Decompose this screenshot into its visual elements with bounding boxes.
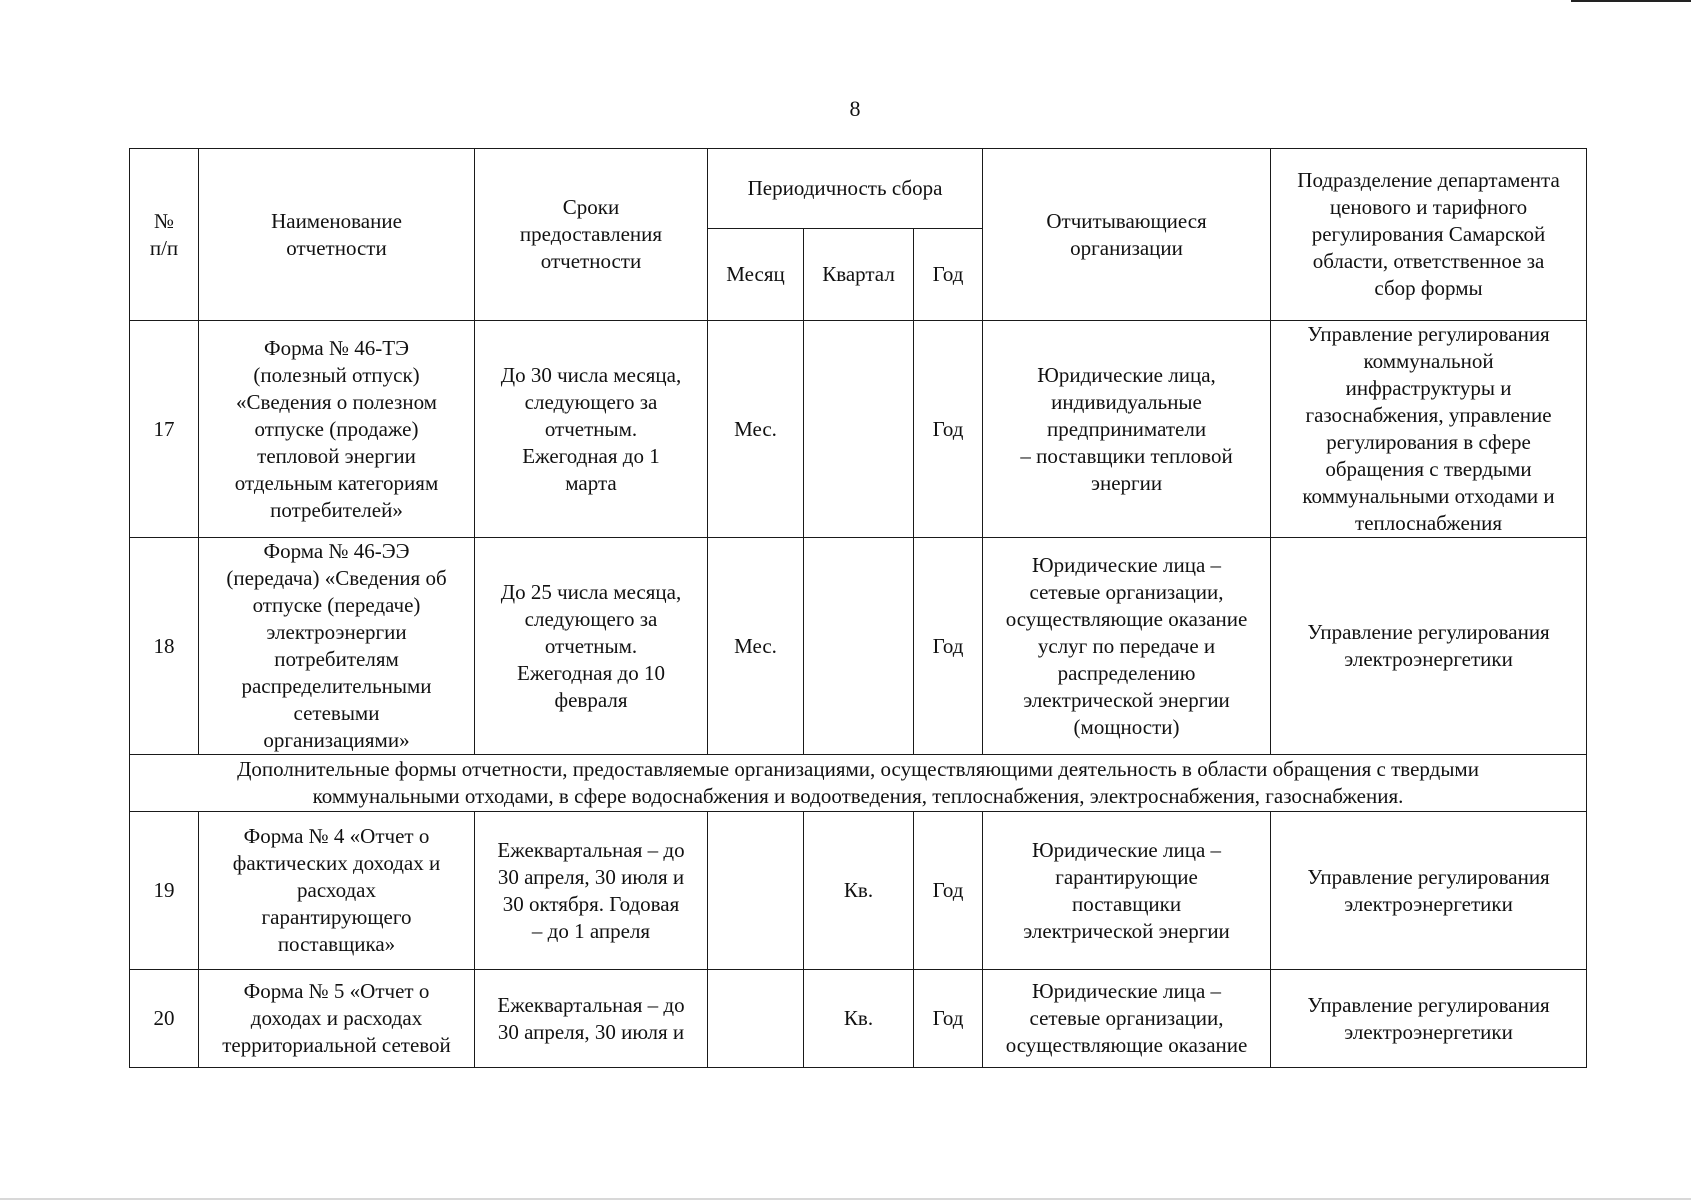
reporting-forms-table	[129, 148, 1587, 1068]
quarter-cell	[804, 321, 914, 538]
quarter-cell: Кв.	[804, 970, 914, 1068]
department: Управление регулирования электроэнергетики	[1271, 812, 1587, 970]
row-number: 19	[130, 812, 199, 970]
table-row	[130, 812, 1587, 970]
year-cell: Год	[914, 321, 983, 538]
deadline: До 25 числа месяца, следующего за отчетным. Ежегодная до 10 февраля	[475, 538, 708, 755]
reporting-orgs: Юридические лица – сетевые организации, осуществляющие оказание услуг по передаче и распределению электрической энергии (мощности)	[983, 538, 1271, 755]
deadline: Ежеквартальная – до 30 апреля, 30 июля и	[475, 970, 708, 1068]
reporting-orgs: Юридические лица – сетевые организации, осуществляющие оказание	[983, 970, 1271, 1068]
department: Управление регулирования коммунальной инфраструктуры и газоснабжения, управление регулирования в сфере обращения с твердыми коммунальными отходами и теплоснабжения	[1271, 321, 1587, 538]
form-name: Форма № 46-ЭЭ (передача) «Сведения об отпуске (передаче) электроэнергии потребителям распределительными сетевыми организациями»	[199, 538, 475, 755]
form-name: Форма № 46-ТЭ (полезный отпуск) «Сведения о полезном отпуске (продаже) тепловой энергии отдельным категориям потребителей»	[199, 321, 475, 538]
section-note-row	[130, 755, 1587, 812]
form-name: Форма № 4 «Отчет о фактических доходах и расходах гарантирующего поставщика»	[199, 812, 475, 970]
month-cell	[708, 970, 804, 1068]
reporting-orgs: Юридические лица – гарантирующие поставщики электрической энергии	[983, 812, 1271, 970]
section-note: Дополнительные формы отчетности, предоставляемые организациями, осуществляющими деятельность в области обращения с твердыми коммунальными отходами, в сфере водоснабжения и водоотведения, теплоснабжения, электроснабжения, газоснабжения.	[130, 755, 1587, 812]
scan-margin-line	[1571, 0, 1691, 2]
quarter-cell: Кв.	[804, 812, 914, 970]
header-department: Подразделение департамента ценового и тарифного регулирования Самарской области, ответственное за сбор формы	[1271, 149, 1587, 321]
month-cell	[708, 812, 804, 970]
form-name: Форма № 5 «Отчет о доходах и расходах территориальной сетевой	[199, 970, 475, 1068]
reporting-orgs: Юридические лица, индивидуальные предприниматели – поставщики тепловой энергии	[983, 321, 1271, 538]
page-number: 8	[849, 96, 861, 121]
department: Управление регулирования электроэнергетики	[1271, 538, 1587, 755]
deadline: До 30 числа месяца, следующего за отчетным. Ежегодная до 1 марта	[475, 321, 708, 538]
row-number: 18	[130, 538, 199, 755]
header-month: Месяц	[708, 229, 804, 321]
table-row	[130, 321, 1587, 538]
quarter-cell	[804, 538, 914, 755]
header-reporting-orgs: Отчитывающиеся организации	[983, 149, 1271, 321]
month-cell: Мес.	[708, 321, 804, 538]
year-cell: Год	[914, 970, 983, 1068]
header-number: № п/п	[130, 149, 199, 321]
row-number: 17	[130, 321, 199, 538]
header-form-name: Наименование отчетности	[199, 149, 475, 321]
header-deadline: Сроки предоставления отчетности	[475, 149, 708, 321]
header-quarter: Квартал	[804, 229, 914, 321]
year-cell: Год	[914, 812, 983, 970]
department: Управление регулирования электроэнергетики	[1271, 970, 1587, 1068]
month-cell: Мес.	[708, 538, 804, 755]
table-row	[130, 970, 1587, 1068]
table-row	[130, 538, 1587, 755]
row-number: 20	[130, 970, 199, 1068]
year-cell: Год	[914, 538, 983, 755]
header-year: Год	[914, 229, 983, 321]
deadline: Ежеквартальная – до 30 апреля, 30 июля и 30 октября. Годовая – до 1 апреля	[475, 812, 708, 970]
header-periodicity: Периодичность сбора	[708, 149, 983, 229]
